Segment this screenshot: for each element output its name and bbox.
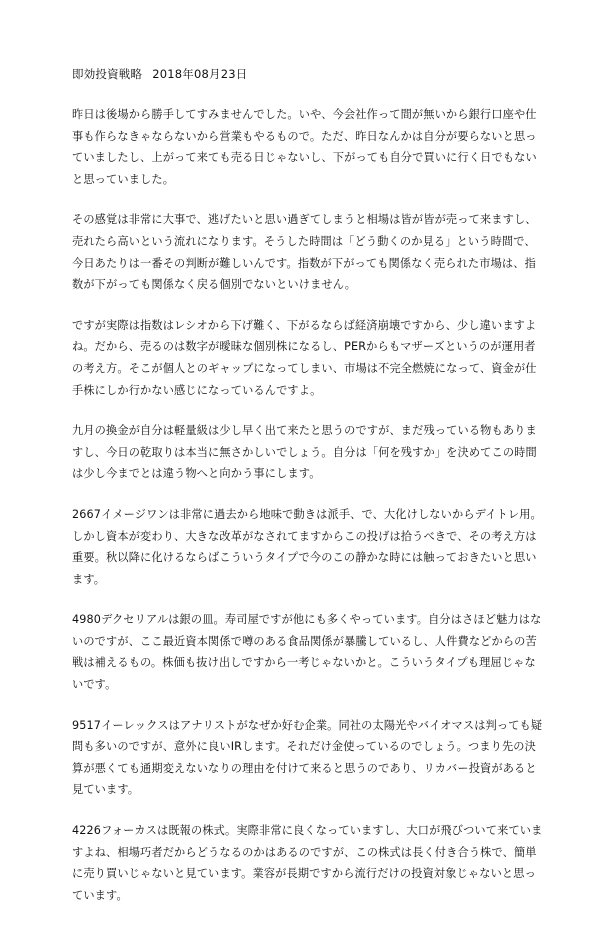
text-line: 4980デクセリアルは銀の皿。寿司屋ですが他にも多くやっています。自分はさほど魅力はな — [72, 613, 542, 627]
text-line: 数が下がっても関係なく戻る個別でないといけません。 — [72, 278, 357, 292]
text-line: と思っていました。 — [72, 172, 175, 186]
text-line: 2667イメージワンは非常に過去から地味で動きは派手、で、大化けしないからデイトレ用。 — [72, 507, 542, 521]
text-line: 4226フォーカスは既報の株式。実際非常に良くなっていますし、大口が飛びついて来ていま — [72, 824, 543, 838]
text-line: ですが実際は指数はレシオから下げ難く、下がるならば経済崩壊ですから、少し違いますよ — [72, 318, 537, 332]
text-line: 重要。秋以降に化けるならばこういうタイプで今のこの静かな時には触っておきたいと思い — [72, 551, 537, 565]
text-line: 今日あたりは一番その判断が難しいんです。指数が下がっても関係なく売られた市場は、指 — [72, 256, 536, 270]
text-line: いのですが、ここ最近資本関係で噂のある食品関係が暴騰しているし、人件費などからの苦 — [72, 634, 537, 648]
paragraph — [72, 209, 552, 295]
text-line: 戦は補えるもの。株価も抜け出しですから一考じゃないかと。こういうタイプも理屈じゃな — [72, 656, 536, 670]
text-line: その感覚は非常に大事で、逃げたいと思い過ぎてしまうと相場は皆が皆が売って来ますし、 — [72, 213, 537, 227]
text-line: に売り買いじゃないと見ています。業容が長期ですから流行だけの投資対象じゃないと思っ — [72, 867, 536, 881]
text-line: ね。だから、売るのは数字が曖昧な個別株になるし、PERからもマザーズというのが運用者 — [72, 340, 536, 354]
text-line: いです。 — [72, 678, 117, 692]
text-line: 売れたら高いという流れになります。そうした時間は「どう動くのか見る」という時間で、 — [72, 234, 536, 248]
text-line: 問も多いのですが、意外に良いIRします。それだけ金使っているのでしょう。つまり先の決 — [72, 740, 536, 754]
text-line: 昨日は後場から勝手してすみませんでした。いや、今会社作って間が無いから銀行口座や仕 — [72, 108, 537, 121]
document-date: 2018年08月23日 — [152, 67, 248, 81]
text-line: 手株にしか行かない感じになっているんですよ。 — [72, 383, 322, 397]
text-line: の考え方。そこが個人とのギャップになってしまい、市場は不完全燃焼になって、資金が仕 — [72, 361, 537, 375]
text-line: ていましたし、上がって来ても売る日じゃないし、下がっても自分で買いに行く日でもない — [72, 151, 537, 165]
text-line: 九月の換金が自分は軽量級は少し早く出て来たと思うのですが、まだ残っている物もありま — [72, 424, 537, 438]
text-line: 事も作らなきゃならないから営業もやるもので。ただ、昨日なんかは自分が要らないと思っ — [72, 129, 537, 143]
paragraph — [72, 609, 552, 695]
text-line: ます。 — [72, 572, 106, 586]
paragraph — [72, 504, 552, 590]
document-body — [72, 104, 552, 906]
paragraph — [72, 715, 552, 801]
document-page — [72, 62, 552, 925]
document-header — [72, 62, 552, 86]
text-line: しかし資本が変わり、大きな改革がなされてますからこの投げは拾うべきで、その考え方は — [72, 529, 537, 543]
text-line: 見ています。 — [72, 783, 140, 797]
text-line: すし、今日の乾取りは本当に無さかしいでしょう。自分は「何を残すか」を決めてこの時間 — [72, 445, 537, 459]
text-line: 算が悪くても通期変えないなりの理由を付けて来ると思うのであり、リカバー投資があると — [72, 761, 537, 775]
paragraph — [72, 420, 552, 485]
paragraph — [72, 315, 552, 401]
document-title: 即効投資戦略 — [72, 67, 143, 81]
text-line: 9517イーレックスはアナリストがなぜか好む企業。同社の太陽光やバイオマスは判っても疑 — [72, 718, 543, 732]
text-line: すよね、相場巧者だからどうなるのかはあるのですが、この株式は長く付き合う株で、簡単 — [72, 845, 537, 859]
paragraph — [72, 820, 552, 906]
paragraph — [72, 104, 552, 190]
text-line: は少し今までとは違う物へと向かう事にします。 — [72, 467, 321, 481]
text-line: ています。 — [72, 888, 128, 902]
